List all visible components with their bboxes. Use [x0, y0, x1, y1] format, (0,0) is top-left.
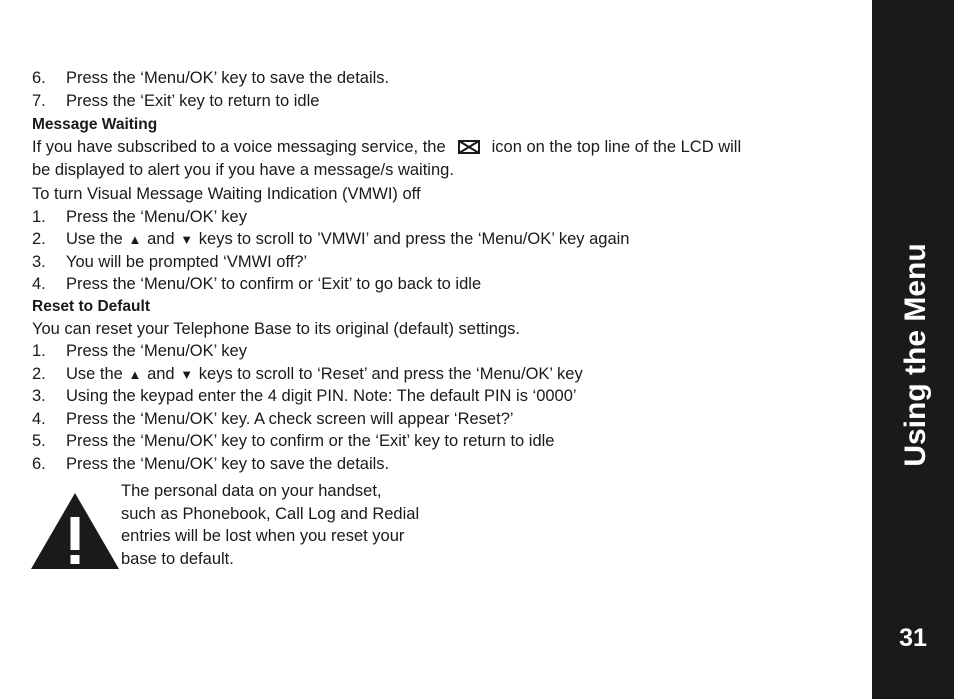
step-text: Press the ‘Menu/OK’ key	[66, 207, 247, 226]
step-text: Press the ‘Menu/OK’ key to confirm or the ‘Exit’ key to return to idle	[66, 432, 555, 450]
step-item	[32, 251, 862, 274]
step-item	[32, 90, 862, 113]
step-text: keys to scroll to ‘Reset’ and press the ‘Menu/OK’ key	[198, 364, 583, 383]
warning-triangle-icon	[30, 491, 120, 571]
step-text: Press the ‘Menu/OK’ key	[66, 342, 247, 360]
intro-text: icon on the top line of the LCD will	[491, 138, 742, 156]
step-item	[32, 67, 862, 90]
warning-line: such as Phonebook, Call Log and Redial	[121, 504, 420, 523]
step-text: and	[147, 364, 175, 383]
step-item	[32, 430, 862, 453]
step-number: 5.	[32, 432, 46, 450]
step-number: 4.	[32, 409, 46, 428]
step-number: 4.	[32, 275, 46, 293]
step-item	[32, 273, 862, 296]
warning-text	[121, 480, 419, 570]
step-item	[32, 363, 862, 386]
step-text: keys to scroll to ’VMWI’ and press the ‘Menu/OK’ key again	[198, 230, 630, 248]
step-text: Use the	[66, 364, 123, 383]
warning-line: The personal data on your handset,	[121, 482, 382, 500]
step-text: Press the ‘Menu/OK’ key to save the details.	[66, 69, 390, 87]
step-number: 2.	[32, 230, 46, 248]
step-item	[32, 340, 862, 363]
step-text: Press the ‘Menu/OK’ key to save the details.	[66, 454, 390, 473]
message-waiting-intro	[32, 136, 862, 159]
step-text: Press the ‘Menu/OK’ key. A check screen will appear ‘Reset?’	[66, 409, 514, 428]
down-arrow-icon: ▼	[180, 232, 194, 247]
step-number: 7.	[32, 91, 46, 110]
envelope-icon	[458, 139, 480, 155]
down-arrow-icon: ▼	[180, 366, 194, 382]
step-text: Use the	[66, 230, 123, 248]
section-heading-reset: Reset to Default	[32, 297, 150, 315]
warning-line: base to default.	[121, 549, 234, 568]
step-text: Using the keypad enter the 4 digit PIN. Note: The default PIN is ‘0000’	[66, 387, 577, 405]
step-item	[32, 453, 862, 476]
side-tab	[872, 0, 954, 699]
page-content	[32, 67, 862, 475]
step-item	[32, 385, 862, 408]
step-number: 6.	[32, 69, 46, 87]
step-number: 2.	[32, 364, 46, 383]
up-arrow-icon: ▲	[128, 232, 142, 247]
message-waiting-intro-line2: be displayed to alert you if you have a message/s waiting.	[32, 160, 454, 179]
step-text: and	[147, 230, 175, 248]
step-item	[32, 206, 862, 229]
side-tab-title: Using the Menu	[899, 243, 932, 467]
intro-text: If you have subscribed to a voice messaging service, the	[32, 138, 446, 156]
step-number: 1.	[32, 342, 46, 360]
step-number: 1.	[32, 207, 46, 226]
step-number: 6.	[32, 454, 46, 473]
step-text: Press the ‘Exit’ key to return to idle	[66, 91, 320, 110]
step-text: You will be prompted ‘VMWI off?’	[66, 252, 308, 271]
step-text: Press the ‘Menu/OK’ to confirm or ‘Exit’ to go back to idle	[66, 275, 482, 293]
warning-note	[30, 480, 470, 580]
section-heading-message-waiting: Message Waiting	[32, 116, 158, 133]
page-number: 31	[899, 624, 927, 652]
step-number: 3.	[32, 252, 46, 271]
step-item	[32, 228, 862, 251]
step-number: 3.	[32, 387, 46, 405]
step-item	[32, 408, 862, 431]
reset-intro: You can reset your Telephone Base to its original (default) settings.	[32, 319, 520, 338]
vmwi-subheading: To turn Visual Message Waiting Indication (VMWI) off	[32, 185, 421, 203]
up-arrow-icon: ▲	[128, 366, 142, 382]
warning-line: entries will be lost when you reset your	[121, 527, 405, 545]
